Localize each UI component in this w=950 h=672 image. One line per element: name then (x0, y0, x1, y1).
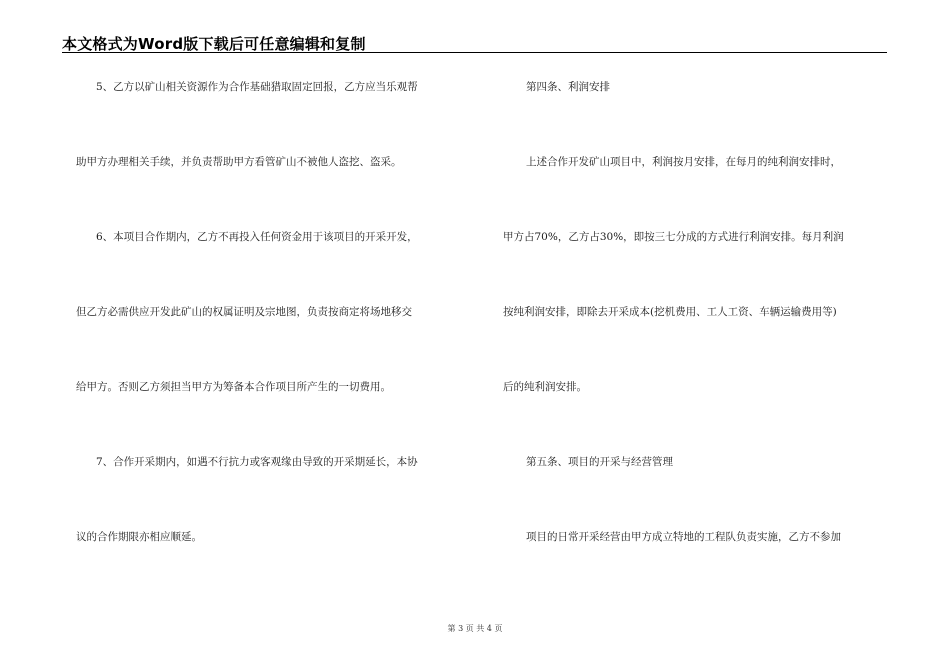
right-line-2: 上述合作开发矿山项目中，利润按月安排，在每月的纯利润安排时， (526, 156, 841, 168)
left-line-1: 5、乙方以矿山相关资源作为合作基础猎取固定回报，乙方应当乐观帮 (96, 81, 418, 93)
right-line-4: 按纯利润安排，即除去开采成本(挖机费用、工人工资、车辆运输费用等) (503, 306, 837, 318)
right-line-3: 甲方占70%，乙方占30%，即按三七分成的方式进行利润安排。每月利润 (503, 231, 844, 243)
left-line-5: 给甲方。否则乙方须担当甲方为筹备本合作项目所产生的一切费用。 (76, 381, 391, 393)
left-line-6: 7、合作开采期内，如遇不行抗力或客观缘由导致的开采期延长，本协 (96, 456, 418, 468)
left-line-3: 6、本项目合作期内，乙方不再投入任何资金用于该项目的开采开发， (96, 231, 418, 243)
page-number: 第 3 页 共 4 页 (447, 624, 503, 633)
header-divider (62, 52, 887, 53)
right-line-5: 后的纯利润安排。 (503, 381, 587, 393)
left-line-4: 但乙方必需供应开发此矿山的权属证明及宗地图，负责按商定将场地移交 (76, 306, 412, 318)
document-header-title: 本文格式为Word版下载后可任意编辑和复制 (62, 35, 366, 53)
left-line-2: 助甲方办理相关手续，并负责帮助甲方看管矿山不被他人盗挖、盗采。 (76, 156, 402, 168)
right-line-6: 第五条、项目的开采与经营管理 (526, 456, 673, 468)
right-line-1: 第四条、利润安排 (526, 81, 610, 93)
left-line-7: 议的合作期限亦相应顺延。 (76, 531, 202, 543)
right-line-7: 项目的日常开采经营由甲方成立特地的工程队负责实施，乙方不参加 (526, 531, 841, 543)
